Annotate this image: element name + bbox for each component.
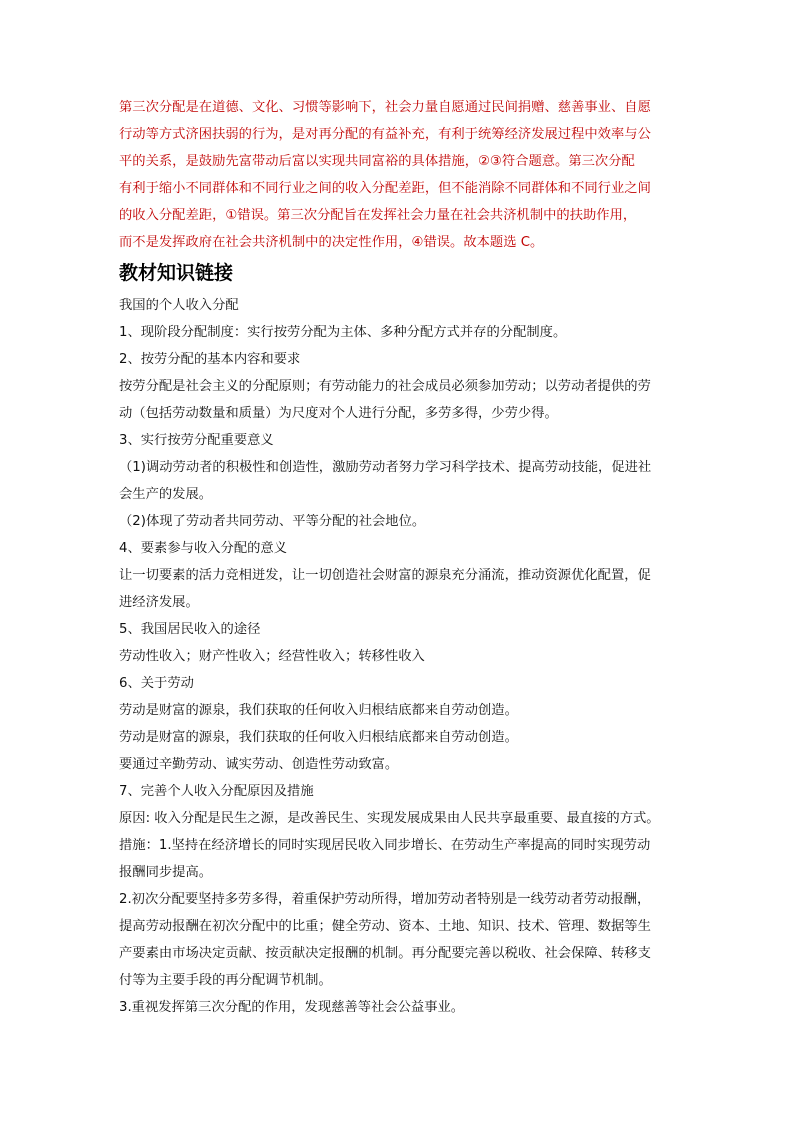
answer-analysis	[119, 94, 679, 256]
text-line: 劳动是财富的源泉，我们获取的任何收入归根结底都来自劳动创造。	[119, 730, 518, 745]
text-line: 让一切要素的活力竞相迸发，让一切创造社会财富的源泉充分涌流，推动资源优化配置，促	[119, 568, 651, 583]
text-line: 7、完善个人收入分配原因及措施	[119, 784, 314, 799]
text-line: 劳动是财富的源泉，我们获取的任何收入归根结底都来自劳动创造。	[119, 703, 518, 718]
text-line: 提高劳动报酬在初次分配中的比重；健全劳动、资本、土地、知识、技术、管理、数据等生	[119, 919, 651, 934]
text-line: 4、要素参与收入分配的意义	[119, 541, 288, 556]
text-line: 报酬同步提高。	[119, 865, 213, 880]
text-line: 2、按劳分配的基本内容和要求	[119, 352, 301, 367]
analysis-line: 第三次分配是在道德、文化、习惯等影响下，社会力量自愿通过民间捐赠、慈善事业、自愿	[119, 100, 651, 115]
text-line: 原因: 收入分配是民生之源，是改善民生、实现发展成果由人民共享最重要、最直接的方式。	[119, 811, 660, 826]
text-line: 3、实行按劳分配重要意义	[119, 433, 274, 448]
analysis-line: 而不是发挥政府在社会共济机制中的决定性作用，④错误。故本题选 C。	[119, 235, 544, 250]
text-line: 会生产的发展。	[119, 487, 213, 502]
document-page	[119, 94, 679, 1021]
text-line: 措施：1.坚持在经济增长的同时实现居民收入同步增长、在劳动生产率提高的同时实现劳动	[119, 838, 651, 853]
analysis-line: 有利于缩小不同群体和不同行业之间的收入分配差距，但不能消除不同群体和不同行业之间	[119, 181, 651, 196]
text-line: 进经济发展。	[119, 595, 199, 610]
text-line: （1)调动劳动者的积极性和创造性，激励劳动者努力学习科学技术、提高劳动技能，促进社	[119, 460, 652, 475]
text-line: 2.初次分配要坚持多劳多得，着重保护劳动所得，增加劳动者特别是一线劳动者劳动报酬，	[119, 892, 651, 907]
text-line: 6、关于劳动	[119, 676, 194, 691]
text-line: 5、我国居民收入的途径	[119, 622, 261, 637]
analysis-line: 的收入分配差距，①错误。第三次分配旨在发挥社会力量在社会共济机制中的扶助作用，	[119, 208, 637, 223]
text-line: 付等为主要手段的再分配调节机制。	[119, 973, 332, 988]
text-line: 1、现阶段分配制度：实行按劳分配为主体、多种分配方式并存的分配制度。	[119, 325, 567, 340]
section-heading: 教材知识链接	[119, 262, 234, 284]
text-line: （2)体现了劳动者共同劳动、平等分配的社会地位。	[119, 514, 426, 529]
text-line: 3.重视发挥第三次分配的作用，发现慈善等社会公益事业。	[119, 1000, 465, 1015]
text-line: 动（包括劳动数量和质量）为尺度对个人进行分配，多劳多得，少劳少得。	[119, 406, 558, 421]
analysis-line: 平的关系，是鼓励先富带动后富以实现共同富裕的具体措施，②③符合题意。第三次分配	[119, 154, 635, 169]
text-line: 按劳分配是社会主义的分配原则；有劳动能力的社会成员必须参加劳动；以劳动者提供的劳	[119, 379, 651, 394]
analysis-line: 行动等方式济困扶弱的行为，是对再分配的有益补充，有利于统筹经济发展过程中效率与公	[119, 127, 651, 142]
text-line: 劳动性收入；财产性收入；经营性收入；转移性收入	[119, 649, 425, 664]
topic-title: 我国的个人收入分配	[119, 298, 239, 313]
text-line: 产要素由市场决定贡献、按贡献决定报酬的机制。再分配要完善以税收、社会保障、转移支	[119, 946, 651, 961]
text-line: 要通过辛勤劳动、诚实劳动、创造性劳动致富。	[119, 757, 399, 772]
